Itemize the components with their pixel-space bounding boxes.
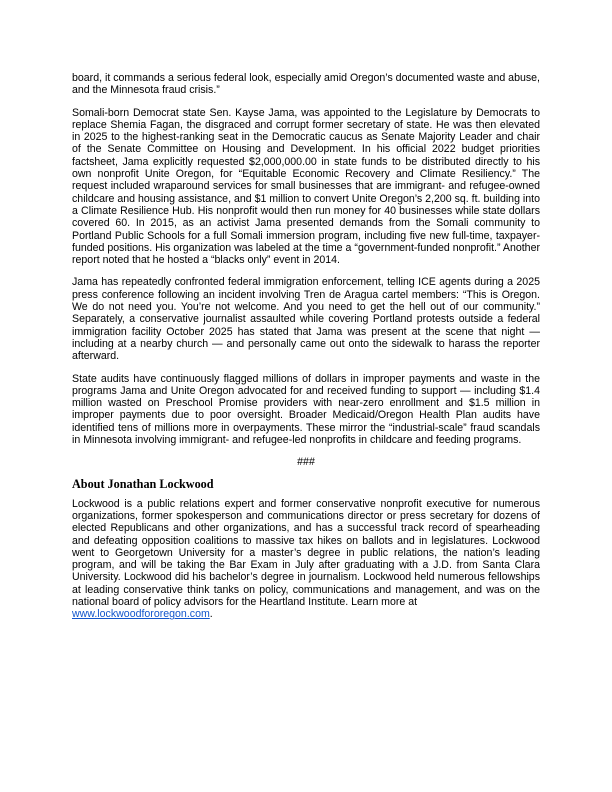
paragraph-immigration-enforcement: Jama has repeatedly confronted federal immigration enforcement, telling ICE agents during a 2025 press conference following an incident involving Tren de Aragua cartel members: “This is Oregon. We do not need you. You’re not welcome. And you need to get the hell out of our community.” Separately, a conservative journalist assaulted while covering Portland protests outside a federal immigration facility October 2025 has stated that Jama was present at the scene that night — including at a nearby church — and personally came out onto the sidewalk to harass the reporter afterward.	[72, 276, 540, 363]
section-separator: ###	[297, 456, 315, 469]
paragraph-state-audits: State audits have continuously flagged millions of dollars in improper payments and waste in the programs Jama and Unite Oregon advocated for and received funding to support — including $1.4 million wasted on Preschool Promise providers with near-zero enrollment and $1.5 million in improper payments due to poor oversight. Broader Medicaid/Oregon Health Plan audits have identified tens of millions more in overpayments. These mirror the “industrial-scale” fraud scandals in Minnesota involving immigrant- and refugee-led nonprofits in childcare and feeding programs.	[72, 372, 540, 447]
about-link-suffix: .	[209, 608, 213, 621]
paragraph-kayse-jama-background: Somali-born Democrat state Sen. Kayse Jama, was appointed to the Legislature by Democrats to replace Shemia Fagan, the disgraced and corrupt former secretary of state. He was then elevated in 2025 to the highest-ranking seat in the Democratic caucus as Senate Majority Leader and chair of the Senate Committee on Housing and Development. In his official 2022 budget priorities factsheet, Jama explicitly requested $2,000,000.00 in state funds to be distributed directly to his own nonprofit Unite Oregon, for “Equitable Economic Recovery and Climate Resiliency.” The request included wraparound services for small businesses that are immigrant- and refugee-owned childcare and housing assistance, and $1 million to convert Unite Oregon’s 2,200 sq. ft. building into a Climate Resilience Hub. His nonprofit would then run money for 40 businesses while state dollars covered 60. In 2015, as an activist Jama presented demands from the Somali community to Portland Public Schools for a full Somali immersion program, including five new full-time, taxpayer-funded positions. His organization was labeled at the time a “government-funded nonprofit.” Another report noted that he hosted a “blacks only” event in 2014.	[72, 106, 540, 267]
website-link[interactable]: www.lockwoodfororegon.com	[72, 608, 210, 621]
paragraph-continuation: board, it commands a serious federal look, especially amid Oregon’s documented waste and abuse, and the Minnesota fraud crisis.”	[72, 72, 540, 97]
about-heading: About Jonathan Lockwood	[72, 476, 214, 491]
about-body-text: Lockwood is a public relations expert and former conservative nonprofit executive for numerous organizations, former spokesperson and communications director or press secretary for dozens of elected Republicans and other organizations, and has a successful track record of spearheading and defeating opposition coalitions to massive tax hikes on ballots and in legislatures. Lockwood went to Georgetown University for a master’s degree in public relations, the nation’s leading program, and will be taking the Bar Exam in July after graduating with a J.D. from Santa Clara University. Lockwood did his bachelor’s degree in journalism. Lockwood held numerous fellowships at leading conservative think tanks on policy, communications and management, and was on the national board of policy advisors for the Heartland Institute. Learn more at	[72, 497, 540, 608]
about-paragraph	[72, 498, 540, 621]
